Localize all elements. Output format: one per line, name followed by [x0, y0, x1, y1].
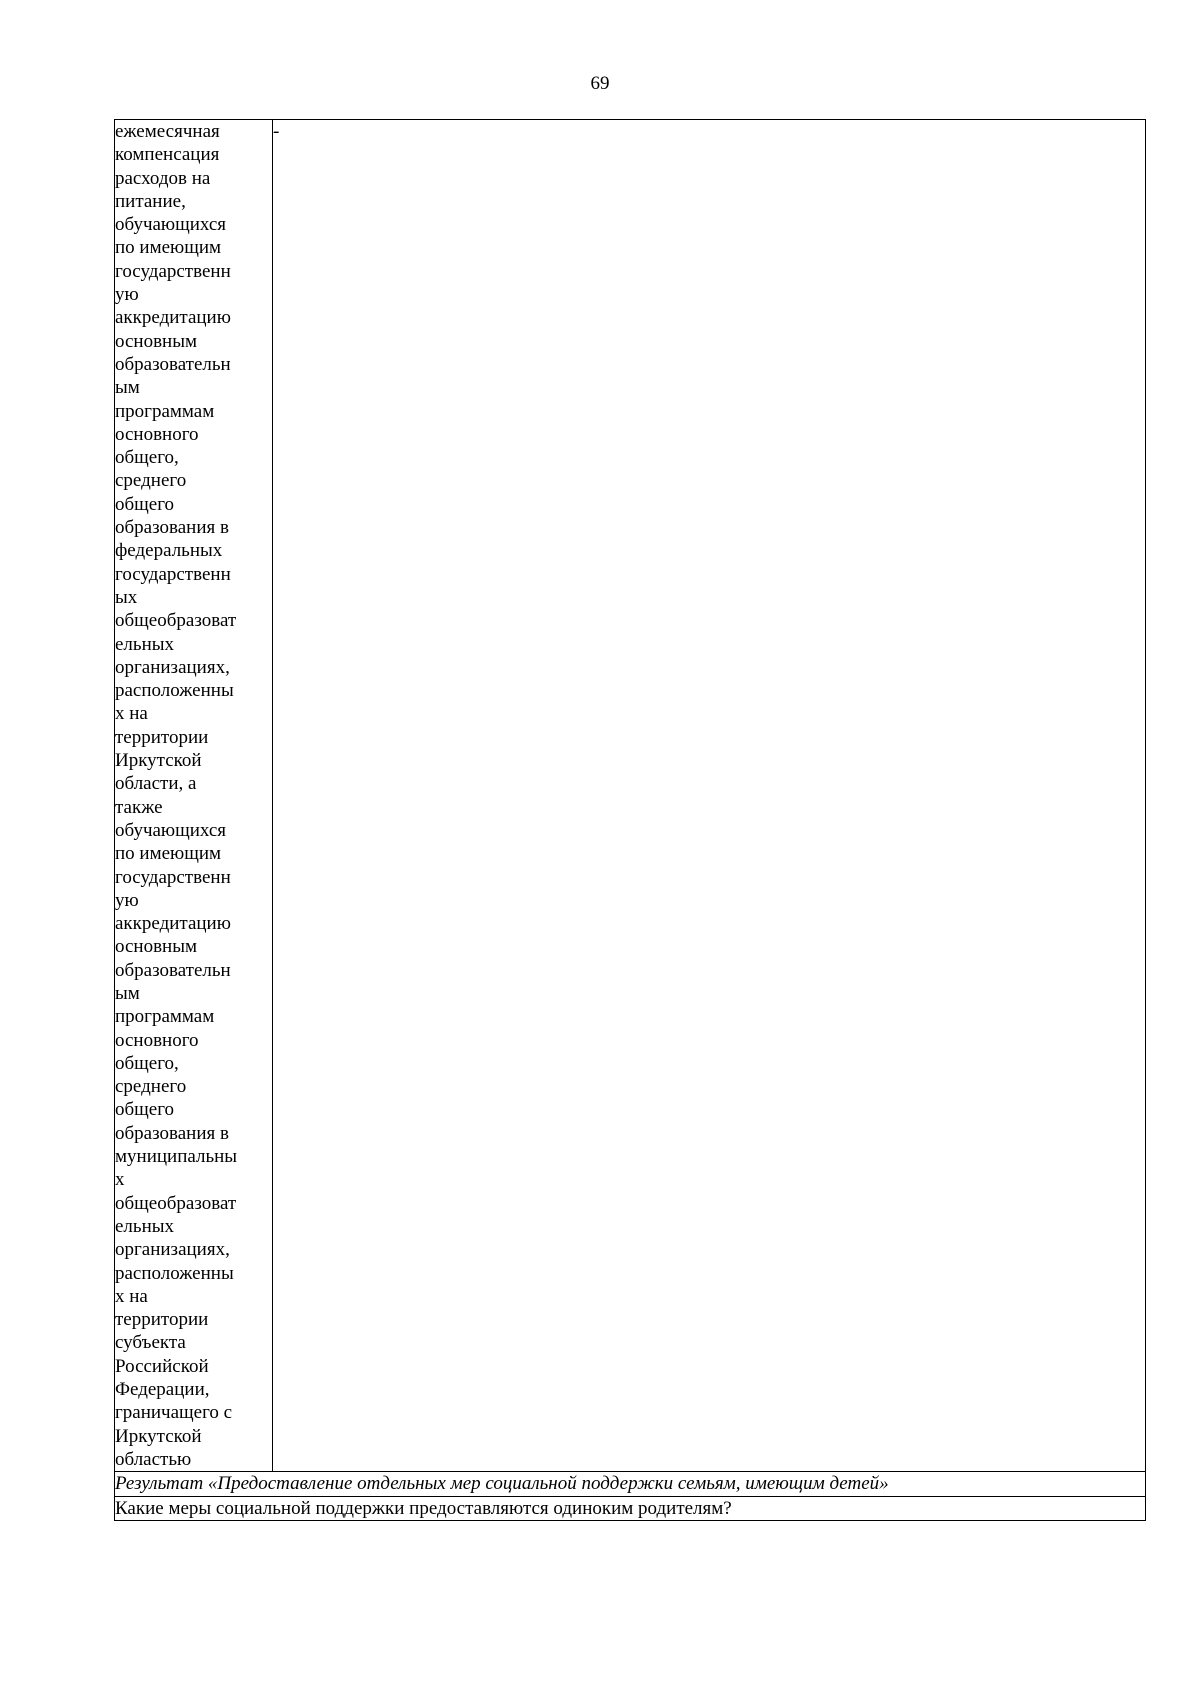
table-row-measure — [115, 120, 1146, 1472]
table-row-question — [115, 1497, 1146, 1521]
answer-text: - — [273, 121, 280, 142]
measure-description-line: среднего — [115, 470, 187, 492]
measure-description-line: субъекта — [115, 1332, 186, 1354]
measure-description-line: программам — [115, 400, 215, 422]
measure-description-line: основным — [115, 330, 198, 352]
table-row-result — [115, 1472, 1146, 1497]
measure-description-line: аккредитацию — [115, 913, 231, 935]
measure-description-line: аккредитацию — [115, 307, 231, 329]
measure-description-line: основного — [115, 1029, 199, 1051]
measure-description-line: питание, — [115, 190, 186, 212]
measure-description-line: х — [115, 1169, 125, 1191]
measure-description-line: областью — [115, 1448, 192, 1470]
measure-description-line: Российской — [115, 1355, 209, 1377]
measure-description-line: территории — [115, 726, 209, 748]
question-cell — [115, 1497, 1146, 1521]
measure-description-line: программам — [115, 1006, 215, 1028]
page-number: 69 — [590, 73, 610, 94]
measure-description-line: х на — [115, 703, 148, 725]
measure-description-line: по имеющим — [115, 237, 222, 259]
measure-description-line: государственн — [115, 866, 231, 888]
measure-description-line: Федерации, — [115, 1379, 210, 1401]
answer-cell — [273, 120, 1146, 1472]
measure-description-line: федеральных — [115, 540, 223, 562]
measure-description-line: общего, — [115, 1052, 179, 1074]
measure-description-line: образования в — [115, 1122, 229, 1144]
measure-description-cell — [115, 120, 273, 1472]
measure-description-line: ую — [115, 284, 139, 306]
measure-description-line: ым — [115, 377, 140, 399]
measure-description-line: ым — [115, 982, 140, 1004]
measure-description-text — [115, 120, 272, 1471]
result-heading-cell — [115, 1472, 1146, 1497]
measure-description-line: образования в — [115, 517, 229, 539]
measure-description-line: Иркутской — [115, 750, 202, 772]
result-heading-text: Результат «Предоставление отдельных мер социальной поддержки семьям, имеющим детей» — [115, 1473, 889, 1495]
measure-description-line: организациях, — [115, 656, 230, 678]
measure-description-line: основного — [115, 423, 199, 445]
measure-description-line: расположенны — [115, 680, 234, 702]
measure-description-line: расположенны — [115, 1262, 234, 1284]
measure-description-line: основным — [115, 936, 198, 958]
measure-description-line: общеобразоват — [115, 1192, 237, 1214]
measure-description-line: территории — [115, 1309, 209, 1331]
measure-description-line: общего — [115, 1099, 175, 1121]
measure-description-line: организациях, — [115, 1239, 230, 1261]
measure-description-line: государственн — [115, 563, 231, 585]
measure-description-line: обучающихся — [115, 819, 227, 841]
document-table — [114, 119, 1146, 1521]
measure-description-line: также — [115, 796, 163, 818]
measure-description-line: ельных — [115, 633, 175, 655]
measure-description-line: области, а — [115, 773, 197, 795]
question-text: Какие меры социальной поддержки предоставляются одиноким родителям? — [115, 1498, 732, 1520]
measure-description-line: ую — [115, 889, 139, 911]
measure-description-line: государственн — [115, 260, 231, 282]
measure-description-line: общего — [115, 493, 175, 515]
measure-description-line: обучающихся — [115, 214, 227, 236]
measure-description-line: ельных — [115, 1215, 175, 1237]
measure-description-line: общеобразоват — [115, 610, 237, 632]
measure-description-line: Иркутской — [115, 1425, 202, 1447]
measure-description-line: граничащего с — [115, 1402, 233, 1424]
measure-description-line: общего, — [115, 447, 179, 469]
measure-description-line: образовательн — [115, 353, 231, 375]
measure-description-line: компенсация — [115, 144, 220, 166]
measure-description-line: ежемесячная — [115, 121, 220, 142]
measure-description-line: по имеющим — [115, 843, 222, 865]
measure-description-line: муниципальны — [115, 1146, 238, 1168]
measure-description-line: х на — [115, 1285, 148, 1307]
measure-description-line: ых — [115, 586, 138, 608]
measure-description-line: образовательн — [115, 959, 231, 981]
measure-description-line: среднего — [115, 1076, 187, 1098]
measure-description-line: расходов на — [115, 167, 211, 189]
